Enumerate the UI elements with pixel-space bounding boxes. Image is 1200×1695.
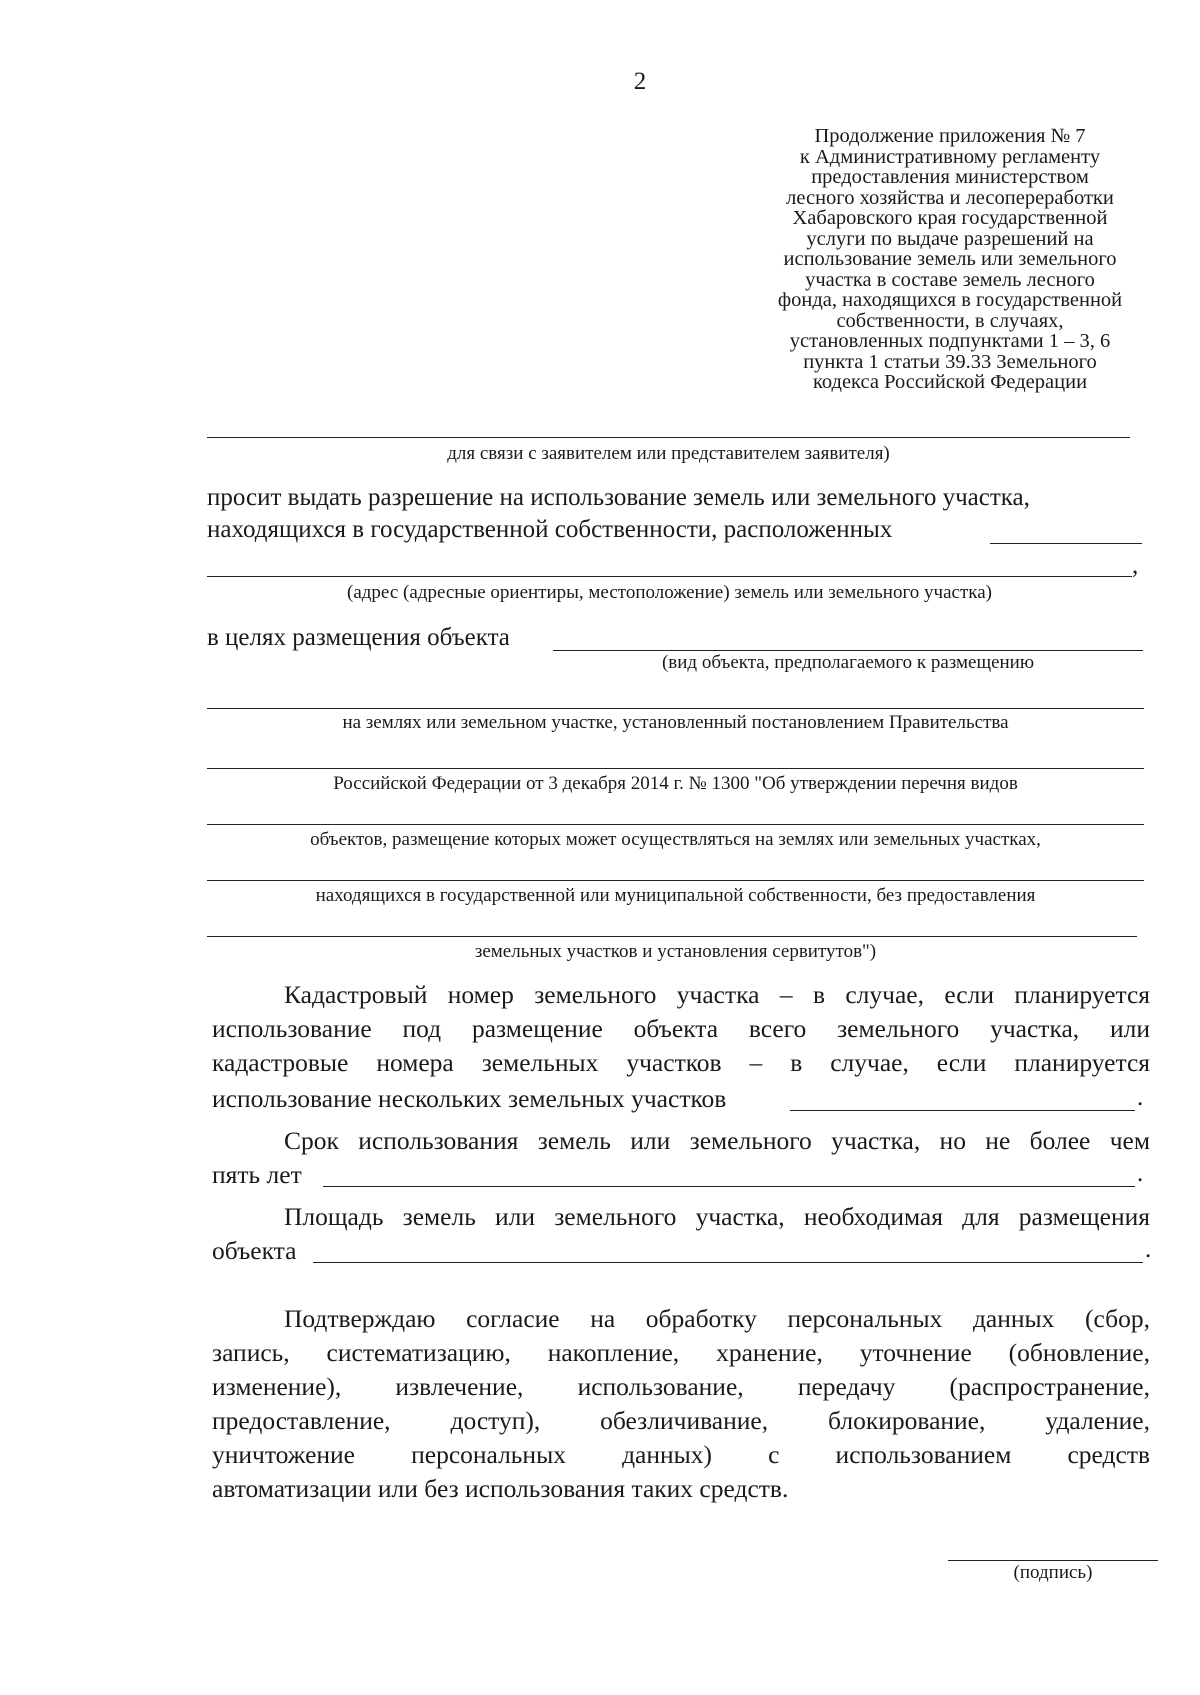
consent-line: Подтверждаю согласие на обработку персональных данных (сбор,: [284, 1304, 1150, 1333]
object-kind-caption: (вид объекта, предполагаемого к размещению: [661, 652, 1035, 673]
page-number: 2: [633, 68, 647, 95]
signature-fill-line[interactable]: [948, 1560, 1158, 1561]
header-line: участка в составе земель лесного: [805, 268, 1095, 291]
address-caption: (адрес (адресные ориентиры, местоположение) земель или земельного участка): [347, 582, 992, 603]
purpose-label: в целях размещения объекта: [207, 624, 510, 651]
cadastral-paragraph: [212, 978, 1150, 1080]
header-line: пункта 1 статьи 39.33 Земельного: [803, 350, 1097, 373]
area-line-1: [212, 1202, 1150, 1232]
consent-line: запись, систематизацию, накопление, хранение, уточнение (обновление,: [212, 1338, 1150, 1367]
header-line: Хабаровского края государственной: [792, 207, 1108, 229]
decree-caption-3: объектов, размещение которых может осуществляться на землях или земельных участках,: [310, 829, 1041, 850]
object-fill-line[interactable]: [207, 880, 1144, 881]
header-line: кодекса Российской Федерации: [812, 371, 1088, 393]
header-line: предоставления министерством: [811, 166, 1089, 188]
decree-caption-1: на землях или земельном участке, установленный постановлением Правительства: [342, 712, 1009, 733]
term-end: .: [1137, 1160, 1144, 1187]
object-fill-line[interactable]: [207, 824, 1144, 825]
header-line: Продолжение приложения № 7: [814, 125, 1086, 147]
header-line: лесного хозяйства и лесопереработки: [786, 186, 1114, 209]
purpose-fill-line[interactable]: [553, 650, 1143, 651]
area-line-2: объекта: [212, 1236, 297, 1265]
term-line-1: [212, 1126, 1150, 1156]
header-line: собственности, в случаях,: [836, 309, 1064, 332]
header-line: установленных подпунктами 1 – 3, 6: [789, 330, 1111, 352]
cadastral-end: .: [1137, 1084, 1144, 1111]
decree-caption-5: земельных участков и установления сервитутов"): [474, 941, 877, 962]
object-fill-line[interactable]: [207, 768, 1144, 769]
cadastral-last-line: использование нескольких земельных участков: [212, 1084, 727, 1113]
request-line-2: находящихся в государственной собственности, расположенных: [207, 516, 893, 543]
term-text: Срок использования земель или земельного участка, но не более чем: [284, 1126, 1150, 1155]
cadastral-line: Кадастровый номер земельного участка – в случае, если планируется: [284, 980, 1150, 1009]
header-line: использование земель или земельного: [783, 248, 1117, 270]
object-fill-line[interactable]: [207, 708, 1144, 709]
cadastral-line: использование под размещение объекта всего земельного участка, или: [212, 1014, 1150, 1043]
request-line-1: просит выдать разрешение на использование земель или земельного участка,: [207, 484, 1030, 511]
address-comma: ,: [1132, 552, 1139, 579]
location-fill-line[interactable]: [990, 543, 1142, 544]
area-fill-line[interactable]: [313, 1262, 1143, 1263]
header-line: фонда, находящихся в государственной: [777, 289, 1123, 311]
header-line: услуги по выдаче разрешений на: [806, 227, 1094, 250]
term-fill-line[interactable]: [323, 1186, 1135, 1187]
area-end: .: [1145, 1236, 1152, 1263]
address-fill-line[interactable]: [207, 576, 1132, 577]
contact-caption: для связи с заявителем или представителем заявителя): [447, 443, 890, 464]
contact-fill-line[interactable]: [207, 437, 1130, 438]
cadastral-fill-line[interactable]: [790, 1110, 1135, 1111]
area-text: Площадь земель или земельного участка, необходимая для размещения: [284, 1202, 1150, 1231]
appendix-header: [745, 126, 1155, 393]
consent-line: предоставление, доступ), обезличивание, блокирование, удаление,: [212, 1406, 1150, 1435]
decree-caption-2: Российской Федерации от 3 декабря 2014 г. № 1300 "Об утверждении перечня видов: [333, 773, 1018, 794]
consent-paragraph: [212, 1302, 1150, 1506]
term-line-2: пять лет: [212, 1160, 302, 1189]
object-fill-line[interactable]: [207, 936, 1137, 937]
decree-caption-4: находящихся в государственной или муниципальной собственности, без предоставления: [315, 885, 1036, 906]
consent-last-line: автоматизации или без использования таких средств.: [212, 1474, 789, 1503]
header-line: к Административному регламенту: [799, 145, 1101, 168]
cadastral-line: кадастровые номера земельных участков – в случае, если планируется: [212, 1048, 1150, 1077]
consent-line: изменение), извлечение, использование, передачу (распространение,: [212, 1372, 1150, 1401]
signature-caption: (подпись): [1013, 1562, 1093, 1583]
consent-line: уничтожение персональных данных) с использованием средств: [212, 1440, 1150, 1469]
